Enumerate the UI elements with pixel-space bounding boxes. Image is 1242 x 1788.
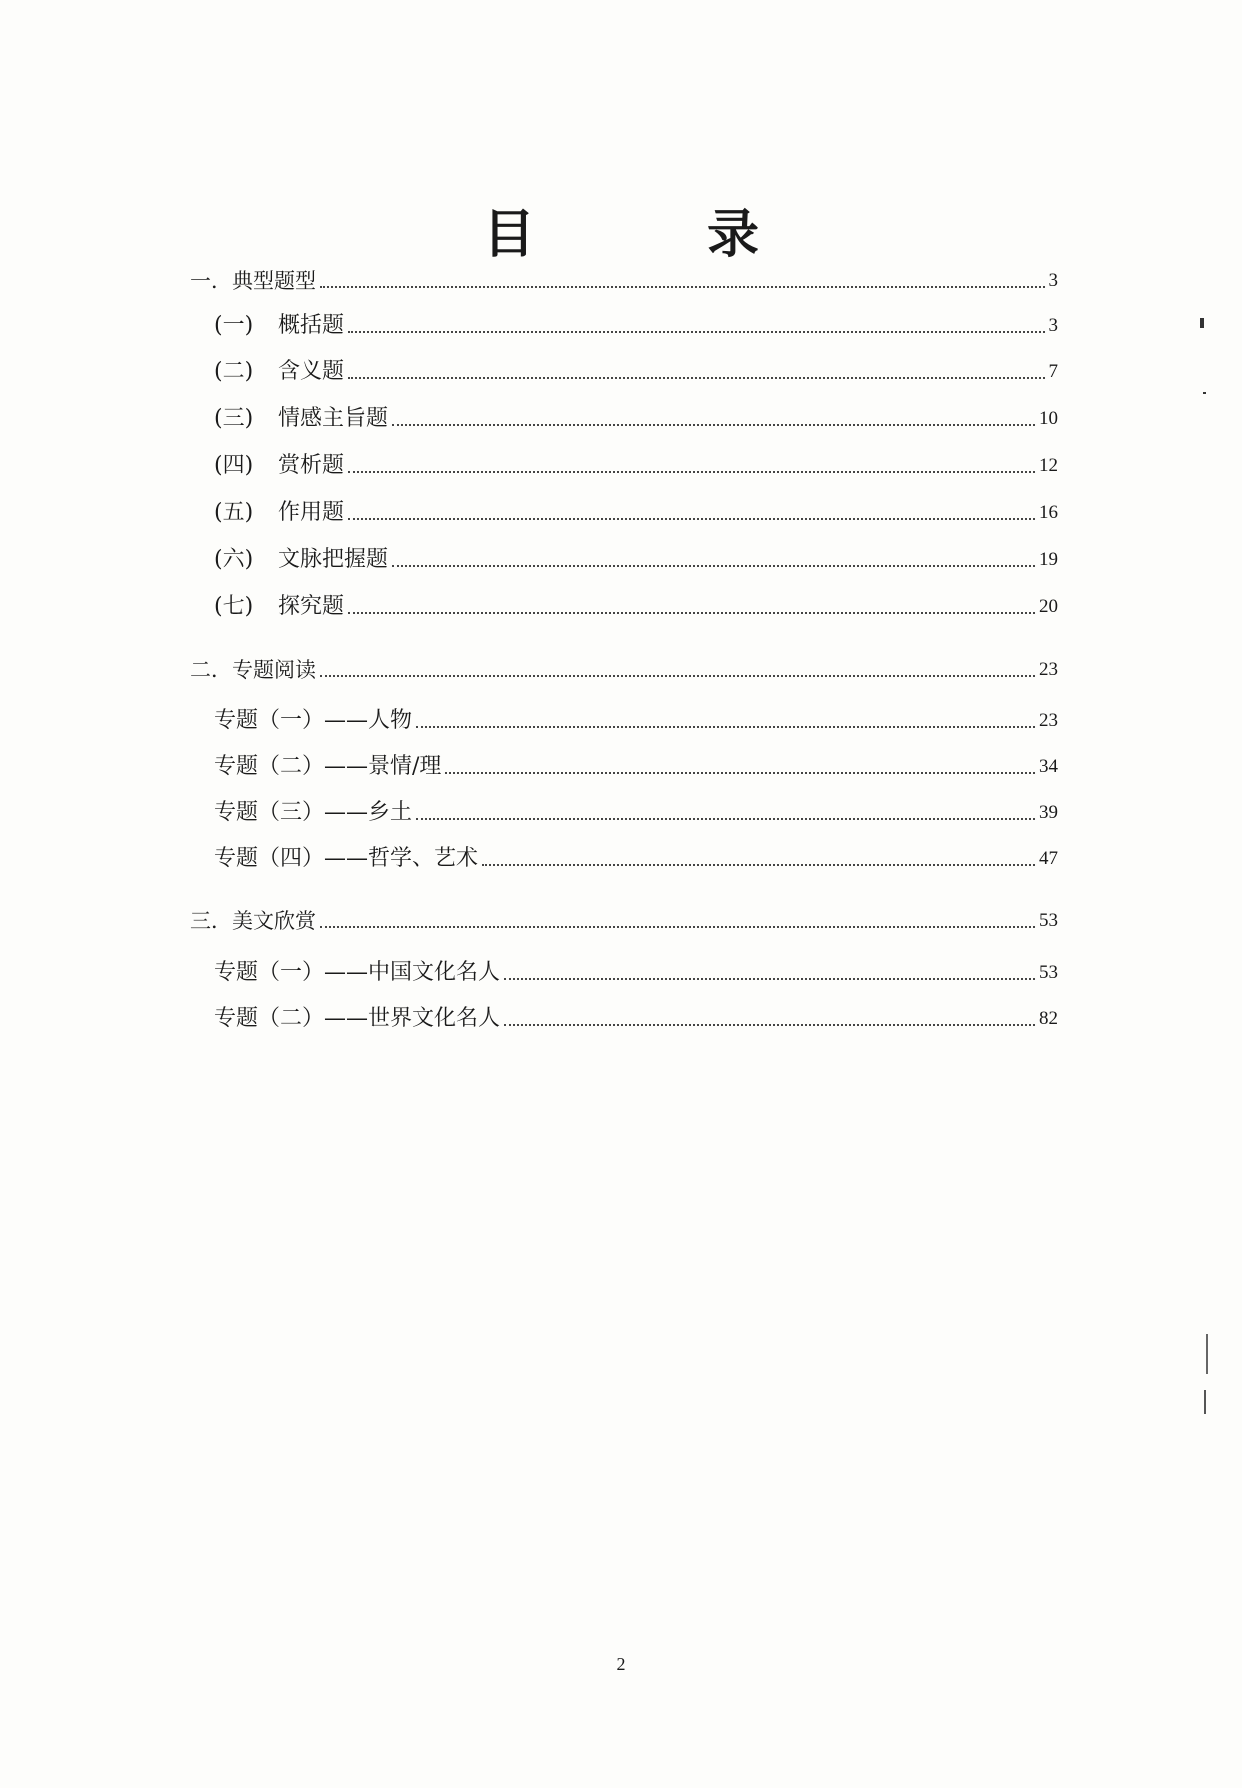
scan-speck xyxy=(1200,318,1204,328)
toc-page-number: 23 xyxy=(1039,710,1058,731)
toc-page-number: 3 xyxy=(1048,315,1058,336)
toc-page-number: 34 xyxy=(1039,756,1058,777)
toc-item-label: 概括题 xyxy=(278,313,345,338)
toc-item-label: 哲学、艺术 xyxy=(368,846,479,871)
toc-section-number: 一． xyxy=(190,269,232,293)
toc-item[interactable] xyxy=(214,353,1058,387)
toc-section-1[interactable] xyxy=(190,262,1058,296)
toc-item-number: 专题（二）—— xyxy=(214,754,369,779)
dot-leader xyxy=(445,772,1035,774)
toc-page-number: 12 xyxy=(1039,455,1058,476)
dot-leader xyxy=(348,471,1035,473)
dot-leader xyxy=(320,926,1035,928)
toc-item-label: 世界文化名人 xyxy=(368,1006,501,1031)
toc-page-number: 39 xyxy=(1039,802,1058,823)
dot-leader xyxy=(348,518,1035,520)
toc-item-number: (一) xyxy=(214,313,254,338)
toc-item-number: (四) xyxy=(214,453,254,478)
toc-page-number: 19 xyxy=(1039,549,1058,570)
toc-item-number: (五) xyxy=(214,500,254,525)
toc-page-number: 47 xyxy=(1039,848,1058,869)
scan-speck xyxy=(1206,1334,1208,1374)
page-footer-number: 2 xyxy=(616,1654,626,1674)
page-title: 目 录 xyxy=(482,204,819,265)
toc-item[interactable] xyxy=(214,954,1058,988)
dot-leader xyxy=(348,331,1044,333)
toc-section-label: 专题阅读 xyxy=(232,658,316,682)
toc-item[interactable] xyxy=(214,447,1058,481)
toc-page-number: 7 xyxy=(1048,361,1058,382)
scan-speck xyxy=(1204,1390,1206,1414)
toc-page-number: 53 xyxy=(1039,910,1058,931)
toc-page-number: 16 xyxy=(1039,502,1058,523)
toc-item-label: 乡土 xyxy=(368,800,413,825)
toc-item-number: (六) xyxy=(214,547,254,572)
toc-item[interactable] xyxy=(214,588,1058,622)
toc-page-number: 3 xyxy=(1048,270,1058,291)
toc-page-number: 53 xyxy=(1039,962,1058,983)
toc-item-label: 情感主旨题 xyxy=(278,406,389,431)
dot-leader xyxy=(392,565,1035,567)
dot-leader xyxy=(504,1024,1035,1026)
toc-item[interactable] xyxy=(214,494,1058,528)
toc-section-2[interactable] xyxy=(190,651,1058,685)
toc-item-label: 人物 xyxy=(368,708,413,733)
dot-leader xyxy=(320,675,1035,677)
dot-leader xyxy=(504,978,1035,980)
toc-item[interactable] xyxy=(214,702,1058,736)
dot-leader xyxy=(416,726,1035,728)
dot-leader xyxy=(416,818,1035,820)
dot-leader xyxy=(320,286,1045,288)
toc-item-label: 中国文化名人 xyxy=(368,960,501,985)
toc-item-number: 专题（三）—— xyxy=(214,800,369,825)
toc-item-number: 专题（四）—— xyxy=(214,846,369,871)
toc-page-number: 23 xyxy=(1039,659,1058,680)
toc-item[interactable] xyxy=(214,307,1058,341)
toc-section-number: 二． xyxy=(190,658,232,682)
scan-speck xyxy=(1203,392,1206,394)
toc-item-number: (七) xyxy=(214,594,254,619)
toc-item-label: 赏析题 xyxy=(278,453,345,478)
toc-item[interactable] xyxy=(214,1000,1058,1034)
toc-section-label: 典型题型 xyxy=(232,269,316,293)
toc-item[interactable] xyxy=(214,541,1058,575)
toc-item[interactable] xyxy=(214,794,1058,828)
toc-item-label: 含义题 xyxy=(278,359,345,384)
toc-item-number: 专题（一）—— xyxy=(214,708,369,733)
toc-item[interactable] xyxy=(214,748,1058,782)
toc-page-number: 10 xyxy=(1039,408,1058,429)
toc-section-label: 美文欣赏 xyxy=(232,909,316,933)
toc-section-3[interactable] xyxy=(190,902,1058,936)
toc-section-number: 三． xyxy=(190,909,232,933)
toc-item-label: 作用题 xyxy=(278,500,345,525)
dot-leader xyxy=(392,424,1035,426)
dot-leader xyxy=(348,612,1035,614)
toc-page-number: 20 xyxy=(1039,596,1058,617)
toc-item-number: (三) xyxy=(214,406,254,431)
toc-item-label: 景情/理 xyxy=(368,754,442,779)
toc-item-label: 文脉把握题 xyxy=(278,547,389,572)
dot-leader xyxy=(482,864,1035,866)
toc-item[interactable] xyxy=(214,400,1058,434)
toc-item-number: 专题（一）—— xyxy=(214,960,369,985)
toc-item-number: 专题（二）—— xyxy=(214,1006,369,1031)
toc-item-label: 探究题 xyxy=(278,594,345,619)
toc-page-number: 82 xyxy=(1039,1008,1058,1029)
toc-item-number: (二) xyxy=(214,359,254,384)
toc-item[interactable] xyxy=(214,840,1058,874)
dot-leader xyxy=(348,377,1044,379)
